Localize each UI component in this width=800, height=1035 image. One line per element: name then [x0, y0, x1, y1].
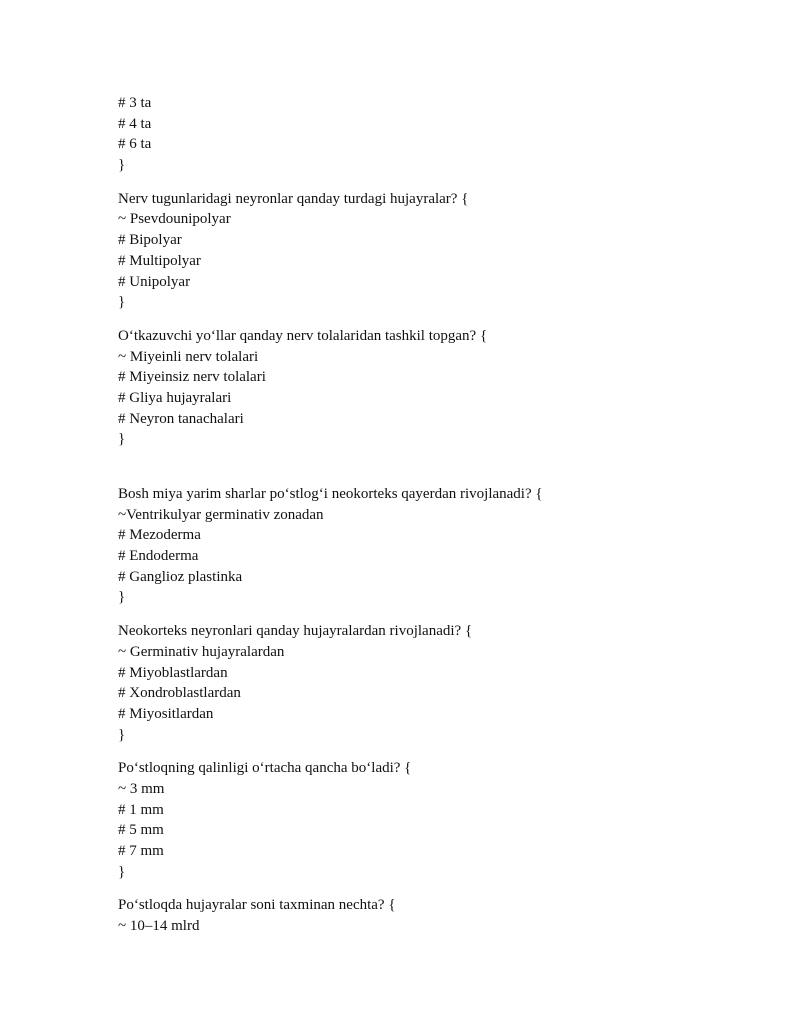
correct-answer: ~ Psevdounipolyar [118, 211, 231, 228]
answer-option: # Unipolyar [118, 273, 191, 290]
closing-brace: } [118, 863, 126, 880]
closing-brace: } [118, 589, 126, 606]
answer-option: # Mezoderma [118, 527, 201, 544]
answer-option: # Miyositlardan [118, 705, 214, 722]
correct-answer: ~ 3 mm [118, 780, 165, 797]
answer-option: # Endoderma [118, 548, 199, 565]
correct-answer: ~ 10–14 mlrd [118, 918, 200, 935]
answer-option: # Ganglioz plastinka [118, 568, 243, 585]
question-text: Po‘stloqning qalinligi o‘rtacha qancha bo‘ladi? { [118, 760, 412, 777]
correct-answer: ~ Germinativ hujayralardan [118, 643, 285, 660]
answer-option: # Neyron tanachalari [118, 410, 244, 427]
closing-brace: } [118, 157, 126, 174]
question-text: Neokorteks neyronlari qanday hujayralardan rivojlanadi? { [118, 623, 473, 640]
question-text: Bosh miya yarim sharlar po‘stlog‘i neokorteks qayerdan rivojlanadi? { [118, 486, 543, 502]
closing-brace: } [118, 431, 126, 448]
question-text: O‘tkazuvchi yo‘llar qanday nerv tolalaridan tashkil topgan? { [118, 327, 488, 344]
correct-answer: ~ Miyeinli nerv tolalari [118, 348, 259, 365]
answer-option: # 6 ta [118, 136, 152, 153]
answer-option: # Multipolyar [118, 252, 201, 269]
closing-brace: } [118, 294, 126, 311]
correct-answer: ~Ventrikulyar germinativ zonadan [118, 506, 324, 523]
answer-option: # 5 mm [118, 822, 164, 839]
answer-option: # Miyeinsiz nerv tolalari [118, 369, 266, 386]
answer-option: # Xondroblastlardan [118, 685, 241, 702]
answer-option: # 4 ta [118, 115, 152, 132]
answer-option: # Gliya hujayralari [118, 389, 232, 406]
closing-brace: } [118, 726, 126, 743]
answer-option: # 1 mm [118, 801, 164, 818]
answer-option: # Bipolyar [118, 232, 182, 249]
question-text: Po‘stloqda hujayralar soni taxminan nechta? { [118, 897, 396, 914]
document-page [118, 93, 758, 937]
answer-option: # Miyoblastlardan [118, 664, 228, 681]
question-text: Nerv tugunlaridagi neyronlar qanday turdagi hujayralar? { [118, 190, 469, 207]
answer-option: # 7 mm [118, 843, 164, 859]
answer-option: # 3 ta [118, 95, 152, 111]
